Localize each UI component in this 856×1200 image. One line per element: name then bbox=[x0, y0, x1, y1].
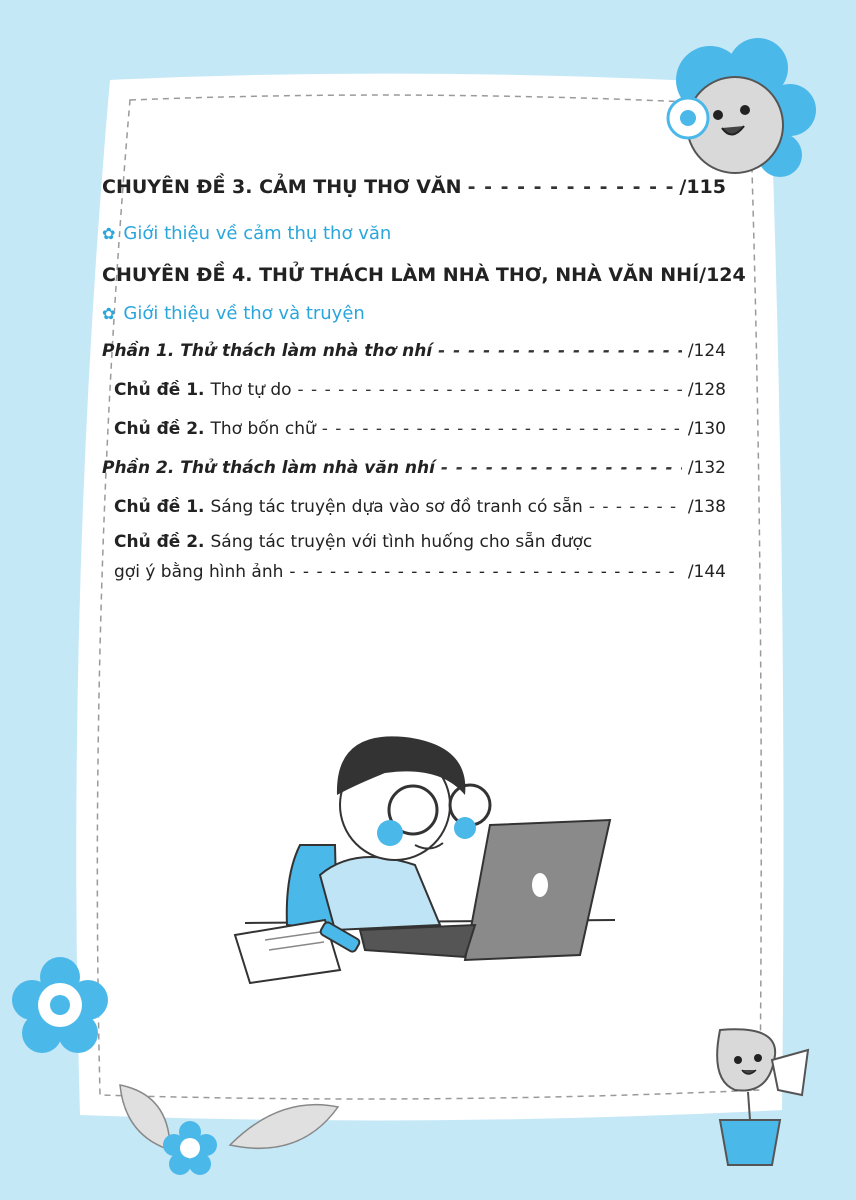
dot-leader bbox=[589, 499, 682, 516]
boy-with-laptop-illustration bbox=[225, 725, 625, 989]
topic-text: Thơ tự do bbox=[210, 380, 292, 400]
table-of-contents bbox=[102, 174, 746, 587]
flower-bullet-icon: ✿ bbox=[102, 303, 116, 323]
flower-bullet-icon: ✿ bbox=[102, 223, 116, 243]
dot-leader bbox=[289, 562, 681, 582]
toc-part-2-topic-1[interactable] bbox=[102, 488, 726, 527]
toc-part-1[interactable] bbox=[102, 332, 726, 371]
toc-part-2[interactable] bbox=[102, 449, 726, 488]
topic-label: Chủ đề 2. bbox=[114, 532, 205, 552]
topic-page: /128 bbox=[687, 380, 726, 400]
flower-pot-icon bbox=[680, 1000, 820, 1174]
blue-flower-icon bbox=[10, 955, 110, 1059]
chapter-4-title: CHUYÊN ĐỀ 4. THỬ THÁCH LÀM NHÀ THƠ, NHÀ VĂN NHÍ bbox=[102, 263, 700, 286]
chapter-3-page: /115 bbox=[679, 176, 726, 198]
dot-leader bbox=[322, 421, 682, 438]
topic-text-line2: gợi ý bằng hình ảnh bbox=[114, 562, 284, 582]
toc-part-1-topic-2[interactable] bbox=[102, 410, 726, 449]
topic-text-line1: Sáng tác truyện với tình huống cho sẵn được bbox=[210, 532, 593, 552]
topic-text: Sáng tác truyện dựa vào sơ đồ tranh có sẵn bbox=[210, 497, 583, 517]
dot-leader bbox=[438, 343, 682, 360]
blue-flower-icon bbox=[162, 1120, 218, 1180]
toc-intro-3[interactable] bbox=[102, 214, 726, 252]
dot-leader bbox=[441, 460, 682, 477]
topic-text: Thơ bốn chữ bbox=[210, 419, 316, 439]
intro-3-text: Giới thiệu về cảm thụ thơ văn bbox=[123, 222, 392, 244]
toc-part-2-topic-2[interactable] bbox=[102, 527, 726, 587]
topic-page: /130 bbox=[687, 419, 726, 439]
toc-part-1-topic-1[interactable] bbox=[102, 371, 726, 410]
dot-leader bbox=[298, 382, 682, 399]
topic-page: /138 bbox=[687, 497, 726, 517]
toc-chapter-4[interactable] bbox=[102, 256, 746, 294]
topic-label: Chủ đề 2. bbox=[114, 419, 205, 439]
topic-label: Chủ đề 1. bbox=[114, 380, 205, 400]
part-2-page: /132 bbox=[687, 458, 726, 478]
topic-page: /144 bbox=[687, 562, 726, 582]
toc-intro-4[interactable] bbox=[102, 294, 726, 332]
chapter-3-title: CHUYÊN ĐỀ 3. CẢM THỤ THƠ VĂN bbox=[102, 176, 462, 198]
part-1-page: /124 bbox=[687, 341, 726, 361]
intro-4-text: Giới thiệu về thơ và truyện bbox=[123, 302, 365, 324]
leaf-icon bbox=[110, 1075, 350, 1169]
toc-chapter-3[interactable] bbox=[102, 178, 726, 214]
smiling-flower-icon bbox=[640, 30, 820, 194]
part-1-title: Phần 1. Thử thách làm nhà thơ nhí bbox=[102, 341, 433, 361]
dot-leader bbox=[468, 178, 674, 197]
chapter-4-page: /124 bbox=[699, 263, 746, 286]
part-2-title: Phần 2. Thử thách làm nhà văn nhí bbox=[102, 458, 435, 478]
topic-label: Chủ đề 1. bbox=[114, 497, 205, 517]
